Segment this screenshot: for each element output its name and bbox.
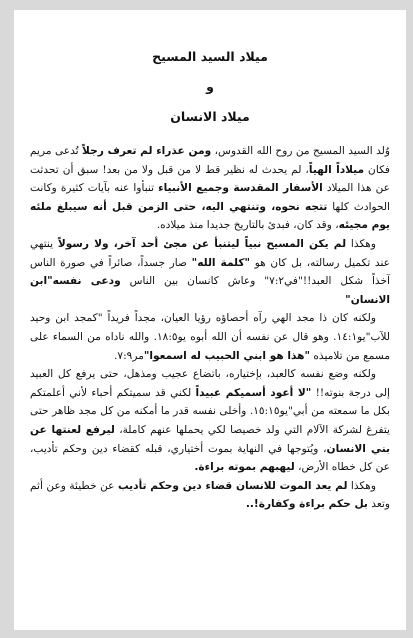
- bold-text-run: ومن عذراء لم تعرف رجلاً: [82, 145, 212, 157]
- paragraph: [30, 477, 390, 514]
- body-text: [30, 142, 390, 514]
- text-run: مر٧:٩.: [114, 349, 144, 362]
- bold-text-run: ميلاداً الهياً: [308, 163, 365, 176]
- text-run: ، ويُتوجها في النهاية بموت أختياري، قبله كقضاء دين وحكم تأديب، عن كل خطاه الأرض،: [30, 442, 390, 474]
- text-run: ، وقد كان، فبدئ بالتاريخ جديدا منذ ميلاده.: [156, 219, 339, 232]
- paragraph: [30, 309, 390, 365]
- title-line-1: ميلاد السيد المسيح: [152, 49, 268, 64]
- text-run: صار جسداً، صائراً في صورة الناس آخذاً شكل العبد!!"في٧:٢" وعاش كانسان بين الناس: [30, 256, 390, 288]
- text-run: ولكنه وضع نفسه كالعبد، بإختياره، باتضاع عجيب ومذهل، حتى يرفع كل العبيد إلى درجة بنوته!!: [30, 368, 390, 399]
- text-run: وهكذا: [347, 479, 376, 492]
- bold-text-run: لم يكن المسيح نبياً ليتنبأ عن مجئ أحد آخر، ولا رسولاً: [57, 237, 347, 250]
- paragraph: [30, 365, 390, 477]
- bold-text-run: ودعى نفسه"ابن الانسان": [30, 275, 390, 306]
- bold-text-run: تتجه نحوه، وتنتهي اليه، حتى الزمن قبل أنه سيبلغ ملئه يوم مجيئه: [30, 200, 390, 232]
- title-line-3: ميلاد الانسان: [170, 109, 250, 124]
- bold-text-run: "هذا هو ابني الحبيب له اسمعوا": [143, 349, 311, 362]
- bold-text-run: ليرفع لعنتها عن بني الانسان: [30, 423, 390, 455]
- bold-text-run: "كلمة الله": [191, 256, 251, 269]
- text-run: ينتهي عند تكميل رسالته، بل كان هو: [30, 237, 390, 269]
- text-run: لكني قد سميتكم أحباء لأني أعلمتكم بكل ما سمعته من أبي"يو١٥:١٥. وأخلى نفسه قدر ما أمكنه من كل مجد ظاهر حتى يتفرغ لشركة الآلام التي ولد خصيصا لكي يحملها عنهم كاملة،: [30, 386, 390, 436]
- paragraph: [30, 235, 390, 309]
- text-run: ولكنه كان ذا مجد الهي رآه أحصاؤه رؤيا العيان، مجداً فريداً "كمجد ابن وحيد للآب"يو١٤:١. وهو قال عن نفسه أن الله أبوه يو١٨:٥. والله ناداه من السماء على مسمع من تلاميذه: [30, 312, 390, 362]
- title-block: [30, 48, 390, 126]
- text-run: وُلد السيد المسيح من روح الله القدوس،: [211, 145, 390, 157]
- paragraph: [30, 142, 390, 235]
- title-conjunction: و: [206, 79, 214, 94]
- text-run: ، لم يحدث له نظير قط لا من قبل ولا من بعد! سبق أن تحدثت عن هذا الميلاد: [30, 163, 390, 195]
- text-run: تُدعى مريم فكان: [30, 145, 390, 176]
- text-run: عن خطيئة وعن أثم وتعد: [30, 479, 390, 511]
- text-run: تنبأوا عنه بآيات كثيرة وكانت الحوادث كلها: [30, 182, 390, 213]
- bold-text-run: ليهبهم بموته براءة.: [194, 461, 295, 474]
- text-run: وهكذا: [346, 237, 376, 250]
- bold-text-run: الأسفار المقدسة وجميع الأنبياء: [158, 182, 323, 195]
- document-page: [14, 10, 406, 630]
- bold-text-run: لم يعد الموت للانسان قضاء دين وحكم تأديب: [117, 479, 348, 492]
- bold-text-run: "لا أعود أسميكم عبيداً: [195, 386, 312, 399]
- bold-text-run: بل حكم براءة وكفارة!..: [245, 498, 368, 511]
